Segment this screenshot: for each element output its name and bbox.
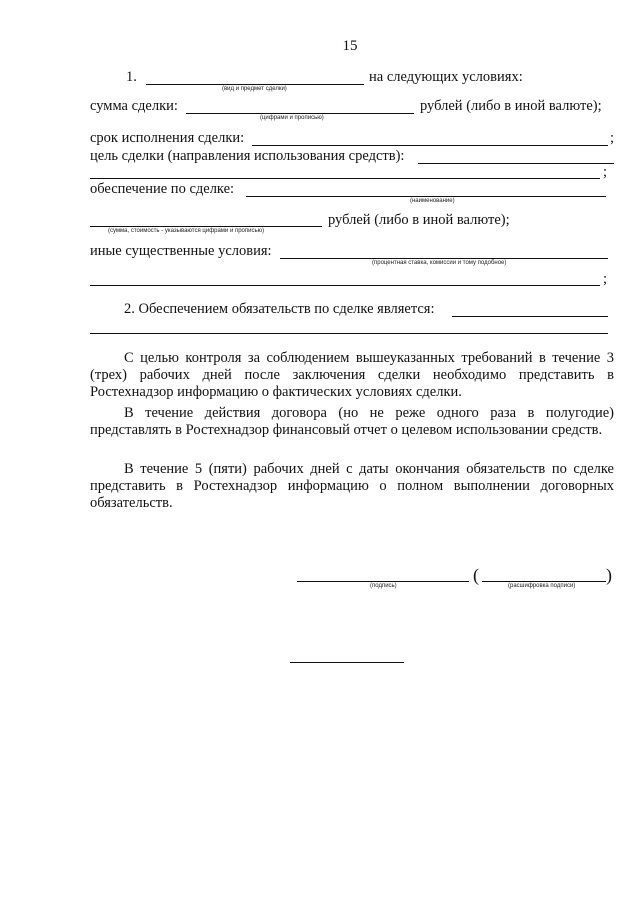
decoding-caption: (расшифровка подписи) (508, 583, 576, 589)
paragraph-control: С целью контроля за соблюдением вышеуказанных требований в течение 3 (трех) рабочих дней после заключения сделки необходимо представить в Ростехнадзор информацию о фактических условиях сделки. (90, 350, 614, 400)
page-number: 15 (342, 38, 358, 54)
decoding-line[interactable] (482, 581, 606, 582)
closing-separator (290, 662, 404, 663)
item2-text: 2. Обеспечением обязательств по сделке является: (124, 301, 435, 317)
paragraph-financial-report: В течение действия договора (но не реже одного раза в полугодие) представлять в Ростехнадзор финансовый отчет о целевом использовании средств. (90, 405, 614, 438)
signature-line[interactable] (297, 581, 469, 582)
other-line-2[interactable] (90, 285, 600, 286)
term-line[interactable] (252, 145, 608, 146)
item1-number: 1. (126, 69, 137, 85)
sum-label: сумма сделки: (90, 98, 178, 114)
item1-suffix: на следующих условиях: (369, 69, 523, 85)
item1-deal-type-line[interactable] (146, 84, 364, 85)
sum-suffix: рублей (либо в иной валюте); (420, 98, 602, 114)
security-amount-caption: (сумма, стоимость - указываются цифрами и прописью) (108, 228, 265, 234)
item2-line-2[interactable] (90, 333, 608, 334)
other-caption: (процентная ставка, комиссии и тому подобное) (372, 260, 507, 266)
security-amount-suffix: рублей (либо в иной валюте); (328, 212, 510, 228)
purpose-line-2[interactable] (90, 178, 600, 179)
item2-line-1[interactable] (452, 316, 608, 317)
security-caption: (наименование) (410, 198, 455, 204)
decoding-close-paren: ) (606, 565, 612, 585)
purpose-line-1[interactable] (418, 163, 614, 164)
sum-line[interactable] (186, 113, 414, 114)
other-label: иные существенные условия: (90, 243, 272, 259)
other-line-1[interactable] (280, 258, 608, 259)
term-end: ; (610, 130, 615, 146)
paragraph-completion: В течение 5 (пяти) рабочих дней с даты окончания обязательств по сделке представить в Ростехнадзор информацию о полном выполнении договорных обязательств. (90, 461, 614, 511)
security-amount-line[interactable] (90, 226, 322, 227)
signature-caption: (подпись) (370, 583, 397, 589)
purpose-end: ; (603, 164, 608, 180)
term-label: срок исполнения сделки: (90, 130, 245, 146)
other-end: ; (603, 271, 608, 287)
decoding-open-paren: ( (473, 565, 479, 585)
security-label: обеспечение по сделке: (90, 181, 235, 197)
sum-caption: (цифрами и прописью) (260, 115, 324, 121)
item1-caption: (вид и предмет сделки) (222, 86, 287, 92)
purpose-label: цель сделки (направления использования средств): (90, 148, 405, 164)
security-line[interactable] (246, 196, 606, 197)
